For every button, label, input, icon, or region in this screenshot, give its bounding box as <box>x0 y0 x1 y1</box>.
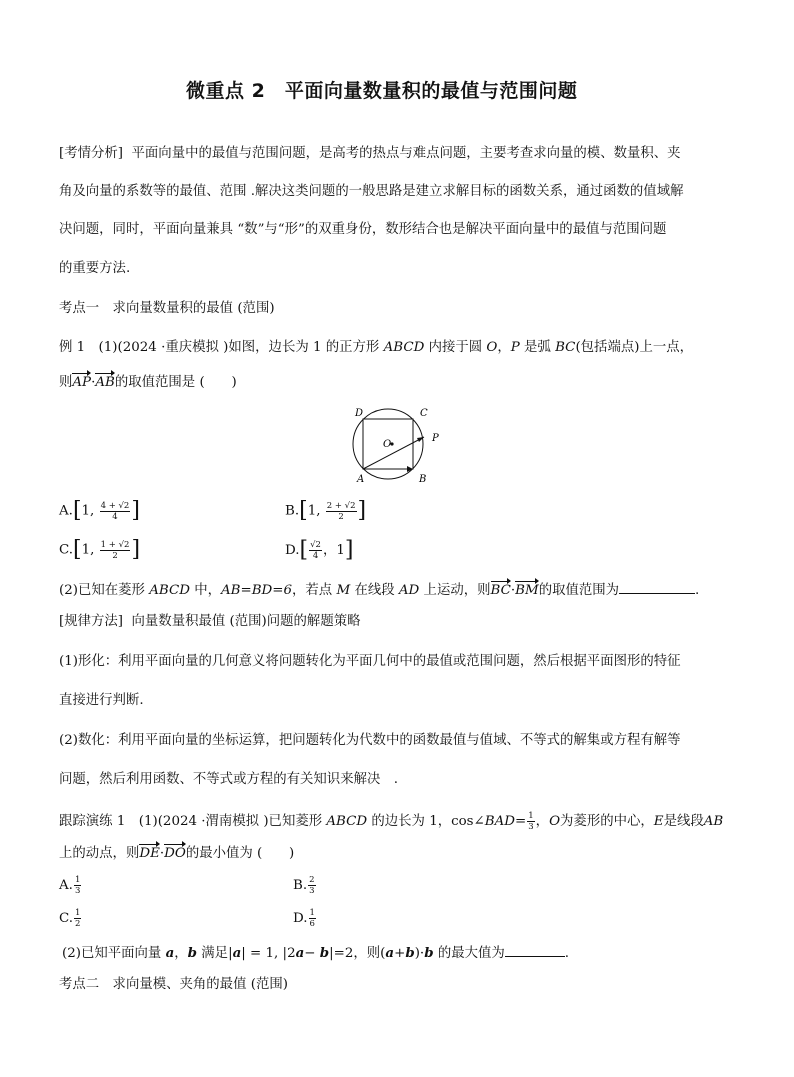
intro-tag: [考情分析] <box>59 146 124 161</box>
option-b[interactable]: B.[1, $\frac{2 + √2}{2}$ ] <box>285 498 367 523</box>
key-point-1-heading: 考点一 求向量数量积的最值 (范围) <box>59 301 275 316</box>
practice-option-c[interactable]: C. $\frac{1}{2}$ <box>59 908 81 929</box>
label-a: A <box>357 474 365 485</box>
method-p1-line-1: (1)形化：利用平面向量的几何意义将问题转化为平面几何中的最值或范围问题，然后根据平面图形的特征 <box>59 654 681 669</box>
vector-bc: BC <box>490 583 511 598</box>
practice-option-a[interactable]: A. $\frac{1}{3}$ <box>59 875 81 896</box>
option-d[interactable]: D.[ $\frac{√2}{4}$ ，1] <box>285 537 354 563</box>
vector-de: DE <box>139 846 160 861</box>
intro-line-1 <box>59 145 681 163</box>
option-a[interactable]: A.[1, $\frac{4 + √2}{4}$ ] <box>59 498 140 523</box>
answer-blank-2[interactable] <box>505 956 565 957</box>
method-p2-line-1: (2)数化：利用平面向量的坐标运算，把问题转化为代数中的函数最值与值域、不等式的解集或方程有解等 <box>59 733 681 748</box>
intro-line-3: 决问题，同时，平面向量兼具 “数”与“形”的双重身份，数形结合也是解决平面向量中的最值与范围问题 <box>59 222 667 237</box>
example-1-part-2: (2)已知在菱形 ABCD 中，AB=BD=6，若点 M 在线段 AD 上运动，则BC·BM的取值范围为 . <box>59 583 700 598</box>
intro-line-4: 的重要方法. <box>59 261 131 276</box>
practice-option-d[interactable]: D. $\frac{1}{6}$ <box>293 908 315 929</box>
circle-square-figure <box>348 404 448 490</box>
practice-1-part-2: (2)已知平面向量 a，b 满足|a| = 1, |2a− b|=2，则(a+b)·b 的最大值为 . <box>62 945 570 961</box>
vector-bm: BM <box>515 583 539 598</box>
label-b: B <box>419 474 427 485</box>
vector-ab: AB <box>95 375 115 390</box>
segment-ap <box>363 437 424 469</box>
label-o: O <box>383 439 392 450</box>
practice-1-line-2: 上的动点，则DE·DO的最小值为 ( ) <box>59 846 295 861</box>
option-c[interactable]: C.[1, $\frac{1 + √2}{2}$ ] <box>59 537 141 562</box>
method-heading: [规律方法] 向量数量积最值 (范围)问题的解题策略 <box>59 614 361 629</box>
example-1-line-1: 例 1 (1)(2024 ·重庆模拟 )如图，边长为 1 的正方形 ABCD 内接于圆 O，P 是弧 BC(包括端点)上一点， <box>59 340 694 355</box>
example-1-line-2: 则AP·AB的取值范围是 ( ) <box>59 375 237 390</box>
method-p1-line-2: 直接进行判断. <box>59 693 144 708</box>
method-p2-line-2: 问题，然后利用函数、不等式或方程的有关知识来解决 . <box>59 772 399 787</box>
page-title: 微重点 2 平面向量数量积的最值与范围问题 <box>186 80 578 102</box>
practice-option-b[interactable]: B. $\frac{2}{3}$ <box>293 875 315 896</box>
intro-text-1: 平面向量中的最值与范围问题，是高考的热点与难点问题，主要考查求向量的模、数量积、夹 <box>131 146 681 161</box>
label-c: C <box>420 408 428 419</box>
intro-line-2: 角及向量的系数等的最值、范围 .解决这类问题的一般思路是建立求解目标的函数关系，通过函数的值域解 <box>59 184 684 199</box>
label-p: P <box>432 433 439 444</box>
vector-do: DO <box>164 846 186 861</box>
label-d: D <box>355 408 364 419</box>
key-point-2-heading: 考点二 求向量模、夹角的最值 (范围) <box>59 977 288 992</box>
vector-ap: AP <box>72 375 92 390</box>
practice-1-line-1: 跟踪演练 1 (1)(2024 ·渭南模拟 )已知菱形 ABCD 的边长为 1，cos∠BAD= $\frac{1}{3}$ ，O为菱形的中心，E是线段AB <box>59 811 724 832</box>
answer-blank-1[interactable] <box>619 593 695 594</box>
